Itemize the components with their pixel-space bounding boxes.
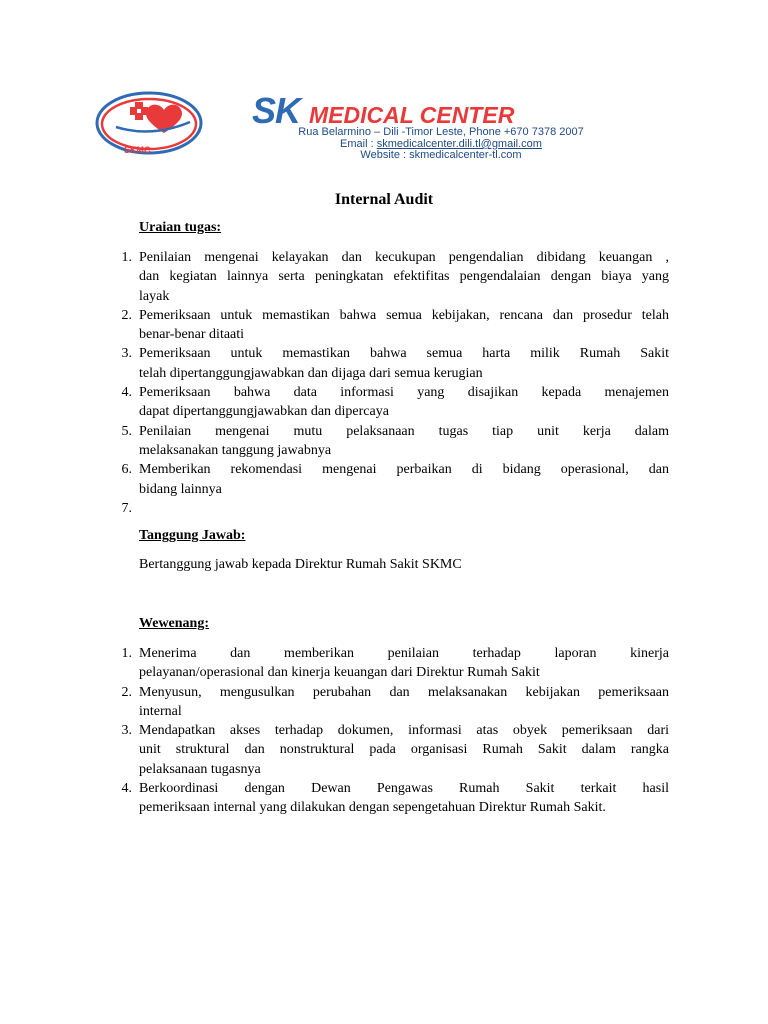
logo-text: SKMC [124,145,151,155]
list-item-line: melaksanakan tanggung jawabnya [139,442,332,458]
list-item-line: Pemeriksaan untuk memastikan bahwa semua harta milik Rumah Sakit [139,346,669,362]
list-item-line: Berkoordinasi dengan Dewan Pengawas Rumah Sakit terkait hasil [139,781,669,797]
list-item-line: pelayanan/operasional dan kinerja keuangan dari Direktur Rumah Sakit [139,665,540,681]
list-item-number: 5. [121,423,132,439]
list-item-number: 3. [121,723,132,739]
uraian-heading: Uraian tugas: [139,220,222,235]
list-item-line: Menerima dan memberikan penilaian terhadap laporan kinerja [139,646,669,661]
list-item [112,721,669,779]
brand-name: MEDICAL CENTER [309,102,515,128]
email-label: Email : [340,138,374,150]
list-item-line: dapat dipertanggungjawabkan dan dipercaya [139,404,389,420]
uraian-list [112,248,669,518]
wewenang-list [112,644,669,818]
tanggung-jawab-heading: Tanggung Jawab: [139,528,246,543]
list-item-line: internal [139,703,182,719]
skmc-logo [92,88,242,162]
list-item-line [139,499,669,518]
email-link[interactable]: skmedicalcenter.dili.tl@gmail.com [376,138,542,150]
list-item-line: dan kegiatan lainnya serta peningkatan efektifitas pengendalaian dengan biaya yang [139,269,669,285]
list-item-line: unit struktural dan nonstruktural pada organisasi Rumah Sakit dalam rangka [139,742,669,758]
website-line: Website : skmedicalcenter-tl.com [360,149,522,161]
list-item-number: 3. [121,346,132,362]
list-item [112,306,669,345]
list-item-line: Menyusun, mengusulkan perubahan dan melaksanakan kebijakan pemeriksaan [139,684,669,700]
list-item-line: Mendapatkan akses terhadap dokumen, informasi atas obyek pemeriksaan dari [139,723,669,739]
list-item-line: layak [139,288,170,304]
list-item-number: 2. [121,684,132,700]
heart-cross-logo-icon [92,88,242,162]
list-item-number: 7. [121,500,132,516]
list-item-line: Memberikan rekomendasi mengenai perbaikan di bidang operasional, dan [139,462,669,478]
list-item-number: 4. [121,385,132,401]
tanggung-jawab-text: Bertanggung jawab kepada Direktur Rumah Sakit SKMC [139,557,462,572]
list-item-line: Pemeriksaan untuk memastikan bahwa semua kebijakan, rencana dan prosedur telah [139,307,669,323]
list-item-number: 4. [121,781,132,797]
list-item-number: 1. [121,250,132,265]
list-item-line: pelaksanaan tugasnya [139,761,261,777]
list-item [112,344,669,383]
list-item-number: 2. [121,307,132,323]
letterhead [92,88,632,166]
list-item [112,683,669,722]
document-title: Internal Audit [334,191,434,208]
list-item [112,383,669,422]
list-item-line: pemeriksaan internal yang dilakukan dengan sepengetahuan Direktur Rumah Sakit. [139,800,606,816]
list-item-line: benar-benar ditaati [139,327,245,343]
list-item [112,644,669,683]
list-item-line: bidang lainnya [139,481,222,497]
wewenang-heading: Wewenang: [139,616,209,631]
list-item-number: 6. [121,462,132,478]
list-item-line: Penilaian mengenai kelayakan dan kecukupan pengendalian dibidang keuangan , [139,250,669,265]
list-item-line: telah dipertanggungjawabkan dan dijaga dari semua kerugian [139,365,483,381]
address-line: Rua Belarmino – Dili -Timor Leste, Phone +670 7378 2007 [298,126,584,138]
list-item [112,248,669,306]
list-item-number: 1. [121,646,132,661]
list-item-line: Penilaian mengenai mutu pelaksanaan tugas tiap unit kerja dalam [139,423,669,439]
brand-prefix: SK [252,90,301,131]
list-item [112,499,669,518]
list-item [112,422,669,461]
list-item [112,460,669,499]
list-item [112,779,669,818]
list-item-line: Pemeriksaan bahwa data informasi yang disajikan kepada menajemen [139,385,669,401]
